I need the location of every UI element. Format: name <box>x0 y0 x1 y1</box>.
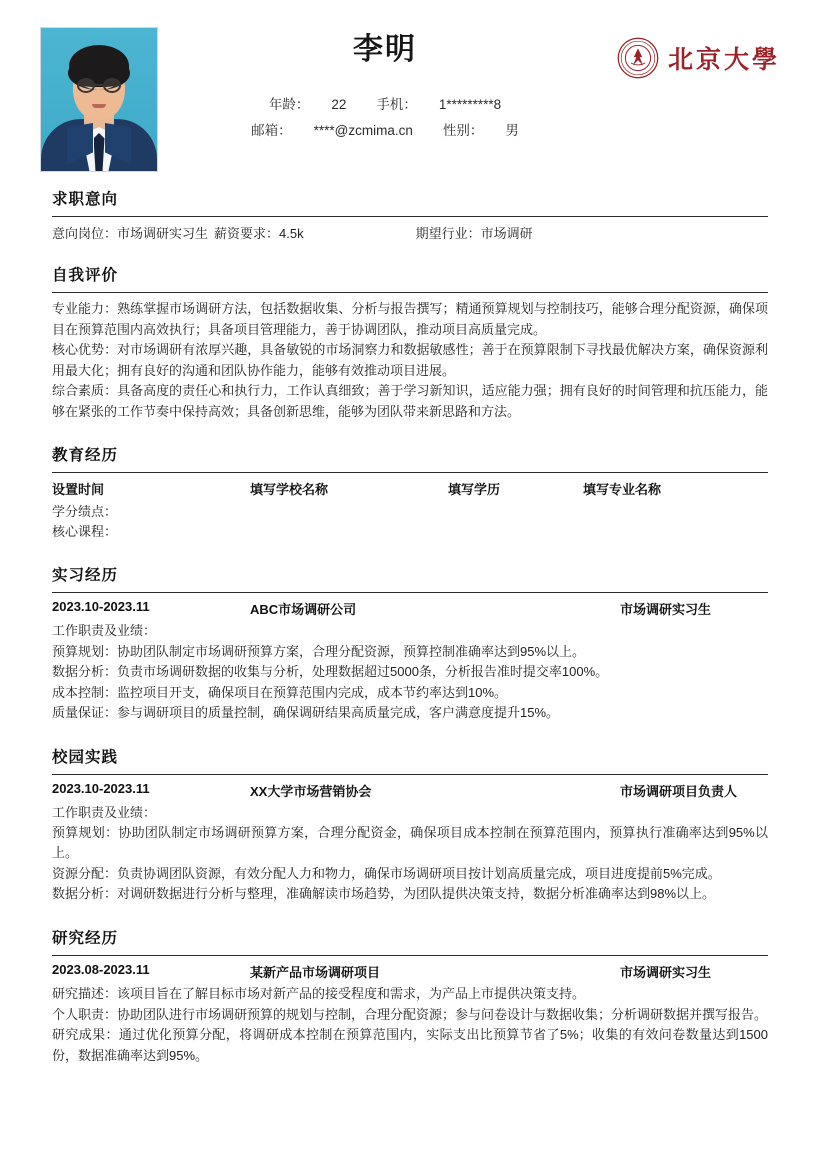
peking-university-seal-icon <box>617 37 659 79</box>
meta-line-1 <box>158 92 612 118</box>
campus-date: 2023.10-2023.11 <box>52 780 150 796</box>
phone-label: 手机： <box>376 97 417 112</box>
portrait-tie <box>94 133 105 171</box>
section-job-intent <box>0 187 820 242</box>
internship-note: 工作职责及业绩： <box>52 623 157 639</box>
research-date: 2023.08-2023.11 <box>52 962 150 977</box>
campus-entry-header <box>52 781 768 803</box>
internship-organization: ABC市场调研公司 <box>250 602 357 618</box>
candidate-photo <box>40 27 158 172</box>
research-organization: 某新产品市场调研项目 <box>250 965 381 980</box>
self-eval-paragraph: 综合素质：具备高度的责任心和执行力，工作认真细致；善于学习新知识，适应能力强；拥有良好的时间管理和抗压能力，能够在紧张的工作节奏中保持高效；具备创新思维，能够为团队带来新思路和方法。 <box>52 383 768 419</box>
email-value: ****@zcmima.cn <box>313 123 413 139</box>
research-item: 个人职责：协助团队进行市场调研预算的规划与控制，合理分配资源；参与问卷设计与数据收集；分析调研数据并撰写报告。 <box>52 1006 768 1022</box>
section-title-campus-practice: 校园实践 <box>52 748 119 766</box>
university-logo <box>612 27 780 79</box>
internship-item: 预算规划：协助团队制定市场调研预算方案，合理分配资源，预算控制准确率达到95%以上。 <box>52 643 586 659</box>
candidate-name: 李明 <box>353 33 417 66</box>
campus-organization: XX大学市场营销协会 <box>250 783 372 799</box>
internship-entry-header <box>52 599 768 621</box>
age-label: 年龄： <box>268 97 310 112</box>
education-core-courses: 核心课程： <box>52 524 118 540</box>
section-education <box>0 443 820 542</box>
section-self-evaluation <box>0 263 820 422</box>
portrait-glasses-right <box>103 78 121 93</box>
section-title-education: 教育经历 <box>52 447 119 465</box>
campus-item: 数据分析：对调研数据进行分析与整理，准确解读市场趋势，为团队提供决策支持，数据分析准确率达到98%以上。 <box>52 886 716 902</box>
education-gpa: 学分绩点： <box>52 504 118 520</box>
intent-industry: 期望行业：市场调研 <box>415 226 533 241</box>
phone-value: 1*********8 <box>438 97 502 112</box>
section-rule-education <box>52 472 768 473</box>
research-item: 研究成果：通过优化预算分配，将调研成本控制在预算范围内，实际支出比预算节省了5%；收集的有效问卷数量达到1500份，数据准确率达到95%。 <box>52 1027 768 1063</box>
gender-label: 性别： <box>442 123 484 139</box>
campus-note: 工作职责及业绩： <box>52 804 157 820</box>
meta-line-2 <box>158 118 612 144</box>
portrait-glasses-left <box>77 78 95 93</box>
section-internship <box>0 563 820 723</box>
section-rule-research <box>52 955 768 956</box>
education-col-degree: 填写学历 <box>448 482 501 498</box>
internship-item: 质量保证：参与调研项目的质量控制，确保调研结果高质量完成，客户满意度提升15%。 <box>52 705 560 721</box>
section-campus-practice <box>0 745 820 905</box>
portrait-glasses-bridge <box>95 84 103 86</box>
self-eval-paragraph: 核心优势：对市场调研有浓厚兴趣，具备敏锐的市场洞察力和数据敏感性；善于在预算限制下寻找最优解决方案，确保资源利用最大化；拥有良好的沟通和团队协作能力，能够有效推动项目进展。 <box>52 342 768 378</box>
section-research <box>0 926 820 1066</box>
education-col-time: 设置时间 <box>52 482 105 498</box>
campus-item: 预算规划：协助团队制定市场调研预算方案，合理分配资金，确保项目成本控制在预算范围内，预算执行准确率达到95%以上。 <box>52 824 768 861</box>
section-rule-job-intent <box>52 216 768 217</box>
intent-salary: 薪资要求：4.5k <box>214 226 304 241</box>
email-label: 邮箱： <box>251 123 292 139</box>
age-value: 22 <box>331 97 347 112</box>
campus-item: 资源分配：负责协调团队资源，有效分配人力和物力，确保市场调研项目按计划高质量完成，项目进度提前5%完成。 <box>52 865 721 881</box>
section-title-job-intent: 求职意向 <box>52 191 119 208</box>
self-eval-paragraph: 专业能力：熟练掌握市场调研方法，包括数据收集、分析与报告撰写；精通预算规划与控制技巧，能够合理分配资源，确保项目在预算范围内高效执行；具备项目管理能力，善于协调团队，推动项目高质量完成。 <box>52 301 768 337</box>
internship-date: 2023.10-2023.11 <box>52 599 150 615</box>
internship-role: 市场调研实习生 <box>620 602 712 618</box>
research-item: 研究描述：该项目旨在了解目标市场对新产品的接受程度和需求，为产品上市提供决策支持。 <box>52 986 586 1001</box>
education-col-school: 填写学校名称 <box>250 482 329 498</box>
header-center <box>158 27 612 145</box>
internship-item: 数据分析：负责市场调研数据的收集与分析，处理数据超过5000条，分析报告准时提交率100%。 <box>52 664 609 680</box>
section-title-self-evaluation: 自我评价 <box>52 267 119 284</box>
job-intent-row <box>52 223 768 242</box>
section-title-research: 研究经历 <box>52 930 119 947</box>
section-rule-internship <box>52 592 768 593</box>
section-rule-self-evaluation <box>52 292 768 293</box>
internship-item: 成本控制：监控项目开支，确保项目在预算范围内完成，成本节约率达到10%。 <box>52 684 508 700</box>
gender-value: 男 <box>505 123 519 139</box>
education-col-major: 填写专业名称 <box>583 482 662 498</box>
intent-position: 意向岗位：市场调研实习生 <box>52 226 209 241</box>
resume-header <box>0 0 820 185</box>
university-name: 北京大學 <box>667 47 780 74</box>
section-rule-campus-practice <box>52 774 768 775</box>
portrait-illustration <box>41 28 157 171</box>
section-title-internship: 实习经历 <box>52 567 119 585</box>
research-entry-header <box>52 962 768 984</box>
research-role: 市场调研实习生 <box>620 965 712 980</box>
campus-role: 市场调研项目负责人 <box>620 783 738 799</box>
portrait-mouth <box>92 104 106 108</box>
education-table-header <box>52 479 768 502</box>
